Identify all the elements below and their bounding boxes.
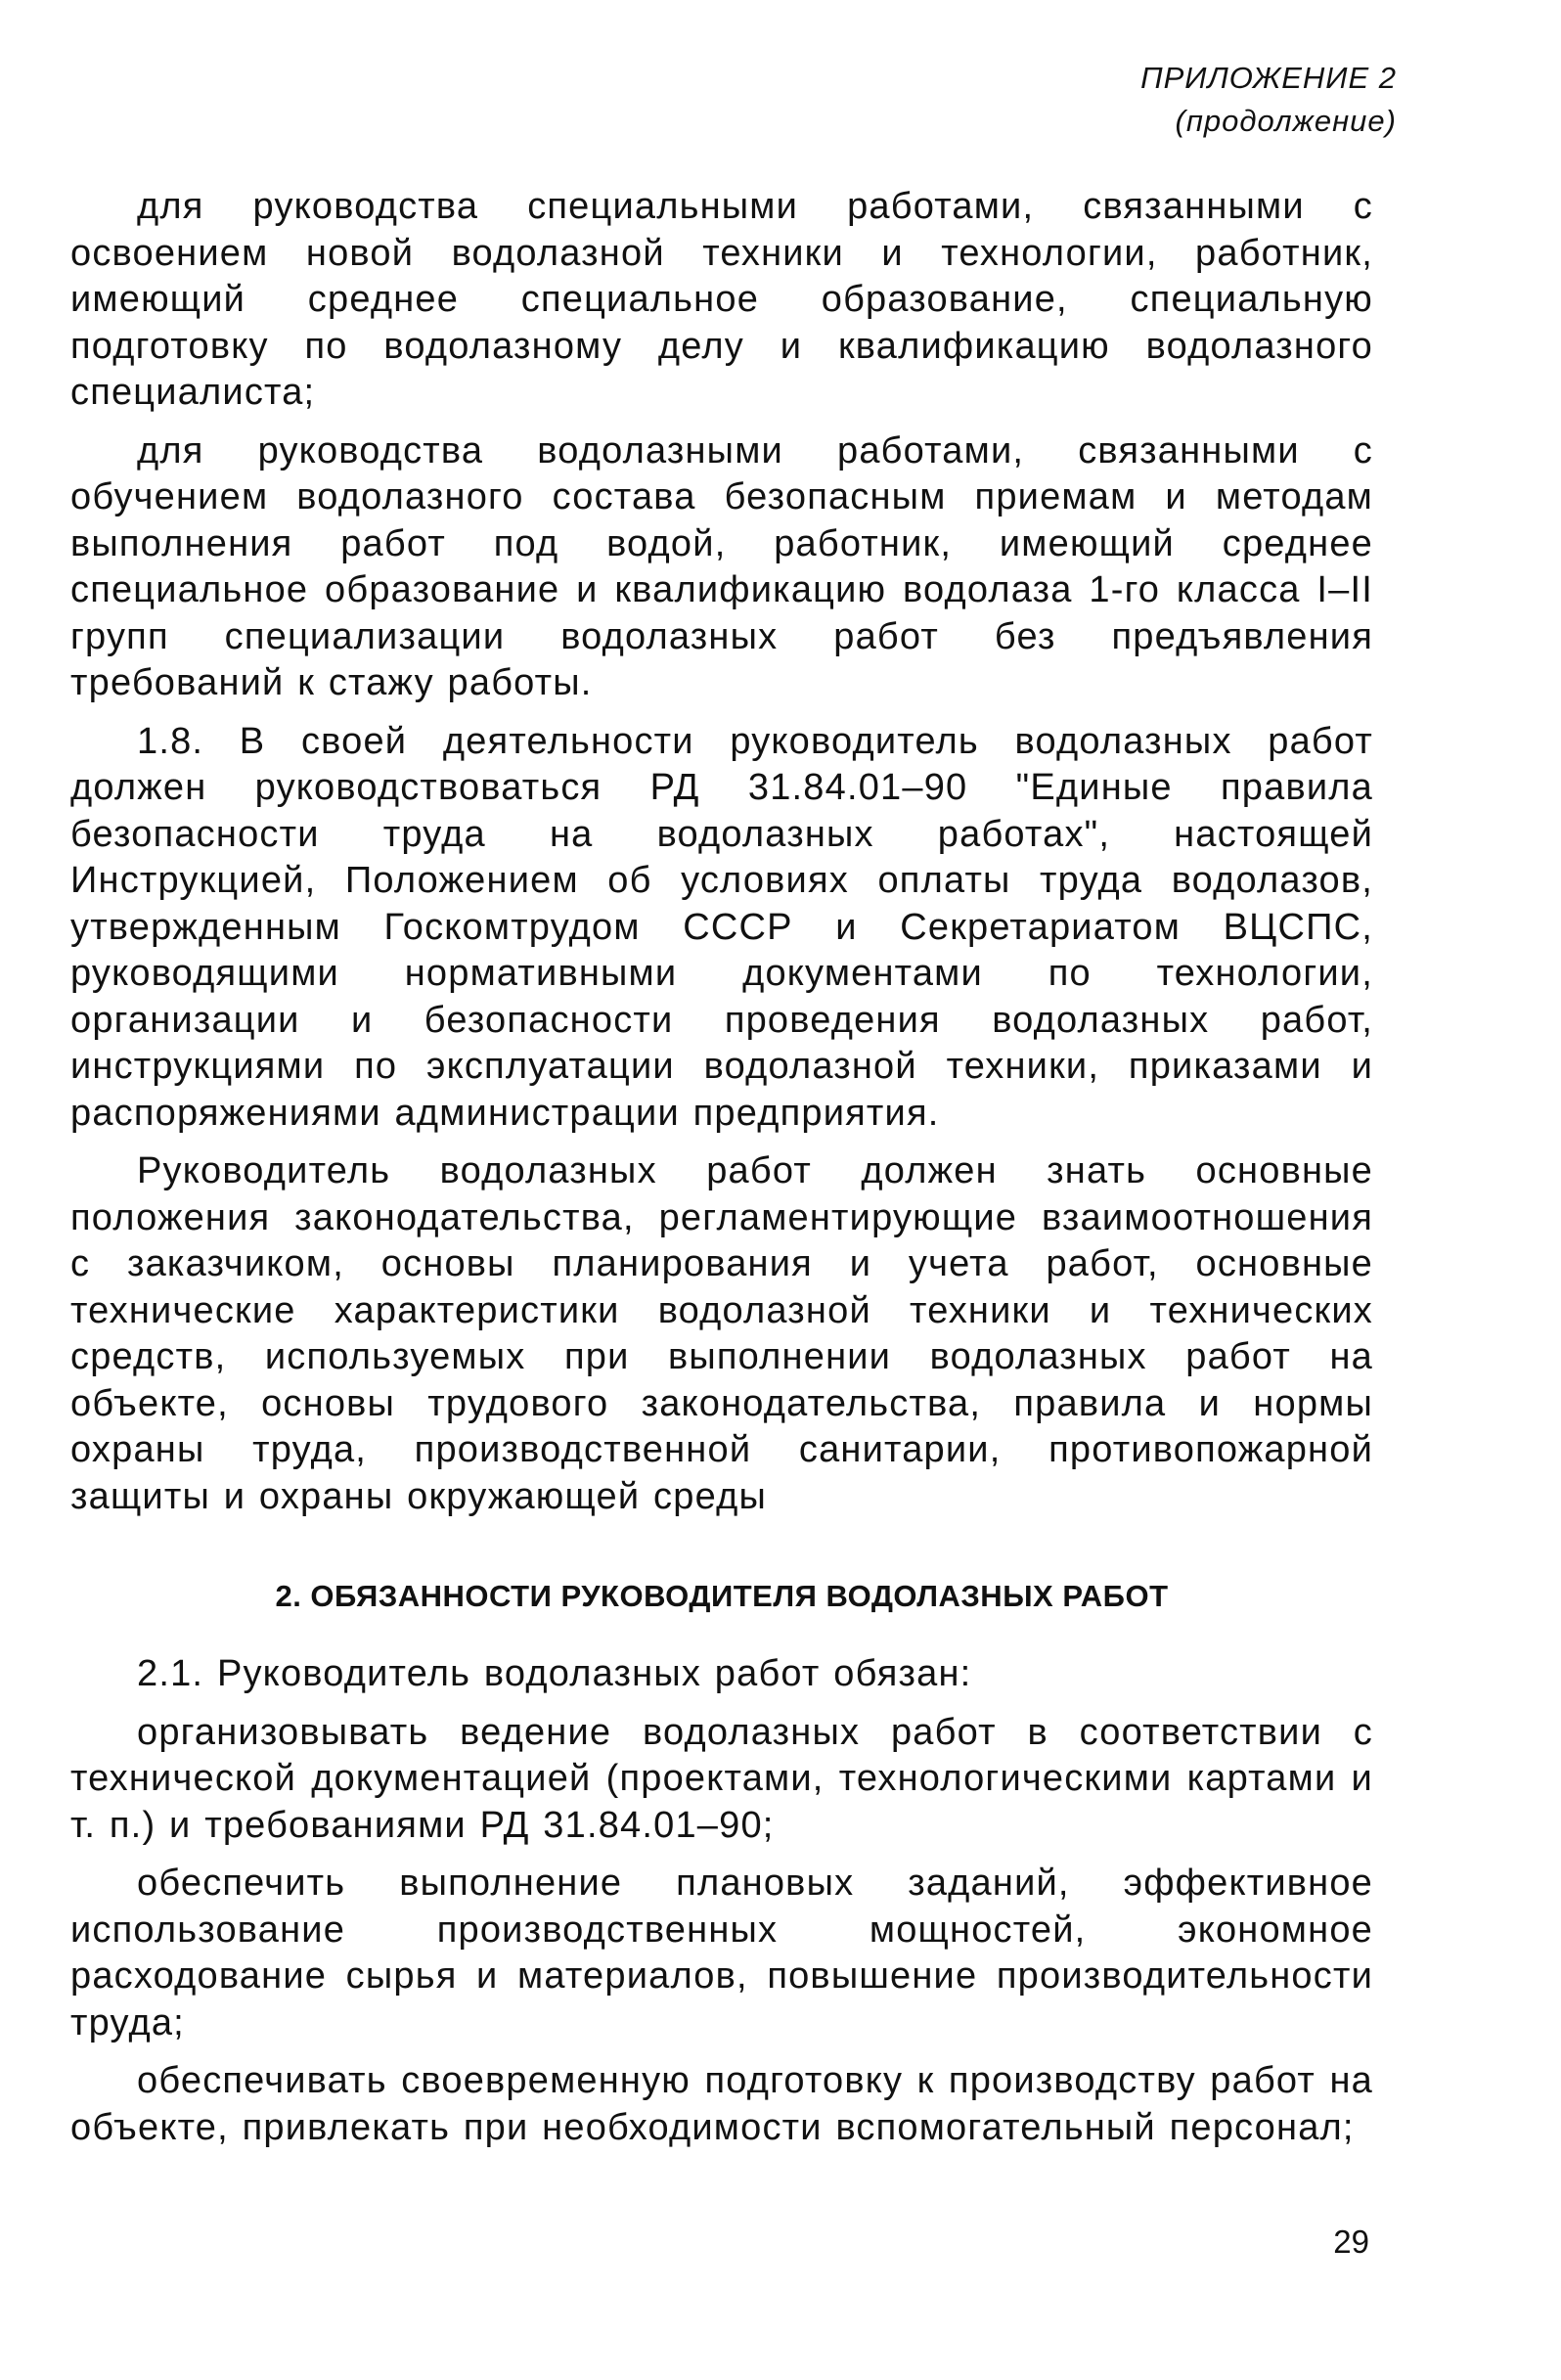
paragraph-duty-plan-fulfillment: обеспечить выполнение плановых заданий, эффективное использование производственных мощностей, экономное расходование сырья и материалов, повышение производительности труда; bbox=[70, 1863, 1373, 2043]
body-text bbox=[70, 184, 1373, 2163]
paragraph-required-knowledge: Руководитель водолазных работ должен знать основные положения законодательства, регламентирующие взаимоотношения с заказчиком, основы планирования и учета работ, основные технические характеристики водолазной техники и технических средств, используемых при выполнении водолазных работ на объекте, основы трудового законодательства, правила и нормы охраны труда, производственной санитарии, противопожарной защиты и охраны окружающей среды bbox=[70, 1150, 1373, 1517]
page-number: 29 bbox=[1333, 2223, 1369, 2260]
paragraph-2-1-duties-intro: 2.1. Руководитель водолазных работ обязан: bbox=[137, 1653, 972, 1694]
paragraph-duty-preparation: обеспечивать своевременную подготовку к производству работ на объекте, привлекать при необходимости вспомогательный персонал; bbox=[70, 2060, 1373, 2148]
page-header bbox=[1140, 57, 1397, 143]
paragraph-1-8-guidelines: 1.8. В своей деятельности руководитель водолазных работ должен руководствоваться РД 31.84.01–90 "Единые правила безопасности труда на водолазных работах", настоящей Инструкцией, Положением об условиях оплаты труда водолазов, утвержденным Госкомтрудом СССР и Секретариатом ВЦСПС, руководящими нормативными документами по технологии, организации и безопасности проведения водолазных работ, инструкциями по эксплуатации водолазной техники, приказами и распоряжениями администрации предприятия. bbox=[70, 720, 1373, 1134]
paragraph-duty-organize-works: организовывать ведение водолазных работ в соответствии с технической документацией (проектами, технологическими картами и т. п.) и требованиями РД 31.84.01–90; bbox=[70, 1711, 1373, 1846]
appendix-label: ПРИЛОЖЕНИЕ 2 bbox=[1140, 61, 1397, 95]
continued-label: (продолжение) bbox=[1175, 104, 1397, 138]
paragraph-training-supervisor: для руководства водолазными работами, связанными с обучением водолазного состава безопасным приемам и методам выполнения работ под водой, работник, имеющий среднее специальное образование и квалификацию водолаза 1-го класса І–ІІ групп специализации водолазных работ без предъявления требований к стажу работы. bbox=[70, 429, 1373, 703]
paragraph-special-works-supervisor: для руководства специальными работами, связанными с освоением новой водолазной техники и технологии, работник, имеющий среднее специальное образование, специальную подготовку по водолазному делу и квалификацию водолазного специалиста; bbox=[70, 186, 1373, 413]
section-title: 2. ОБЯЗАННОСТИ РУКОВОДИТЕЛЯ ВОДОЛАЗНЫХ РАБОТ bbox=[275, 1579, 1169, 1613]
